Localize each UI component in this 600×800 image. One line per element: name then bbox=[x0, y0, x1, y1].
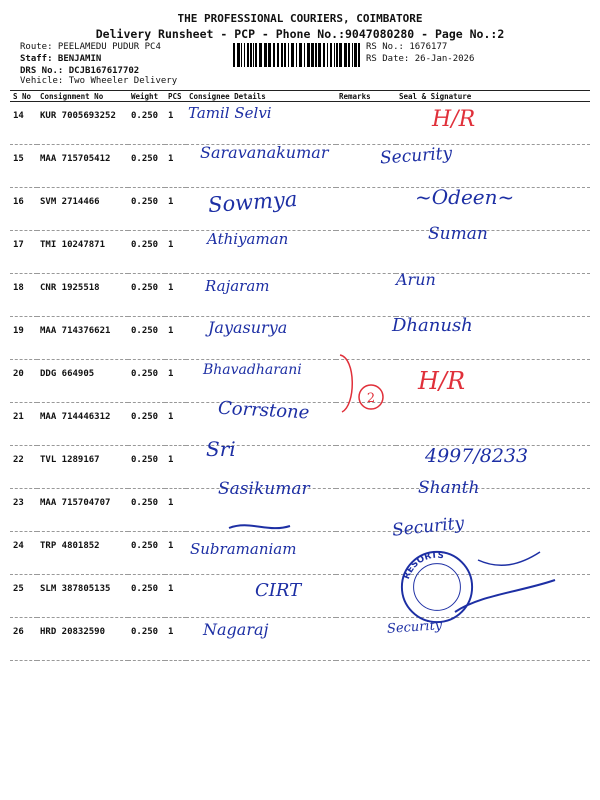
cell-remarks bbox=[336, 145, 396, 188]
handwritten-consignee: Sri bbox=[206, 437, 236, 461]
cell-signature bbox=[396, 317, 590, 360]
cell-sno: 14 bbox=[10, 102, 37, 145]
cell-consignee bbox=[186, 317, 336, 360]
table-row bbox=[10, 446, 590, 489]
cell-consignment: KUR 7005693252 bbox=[37, 102, 128, 145]
cell-sno: 26 bbox=[10, 618, 37, 661]
handwritten-signature: Suman bbox=[428, 224, 488, 244]
cell-weight: 0.250 bbox=[128, 532, 165, 575]
rs-number: RS No.: 1676177 bbox=[366, 42, 448, 52]
cell-remarks bbox=[336, 618, 396, 661]
cell-weight: 0.250 bbox=[128, 102, 165, 145]
cell-consignment: MAA 714376621 bbox=[37, 317, 128, 360]
cell-weight: 0.250 bbox=[128, 618, 165, 661]
handwritten-consignee: Corrstone bbox=[217, 397, 310, 424]
cell-sno: 25 bbox=[10, 575, 37, 618]
cell-weight: 0.250 bbox=[128, 446, 165, 489]
cell-remarks bbox=[336, 489, 396, 532]
cell-sno: 23 bbox=[10, 489, 37, 532]
cell-pcs: 1 bbox=[165, 102, 186, 145]
col-header-consignment: Consignment No bbox=[37, 91, 128, 102]
handwritten-signature: Shanth bbox=[418, 478, 480, 498]
table-row bbox=[10, 102, 590, 145]
cell-consignment: MAA 715705412 bbox=[37, 145, 128, 188]
cell-sno: 24 bbox=[10, 532, 37, 575]
drs-label: DRS No.: DCJB167617702 bbox=[20, 66, 140, 76]
table-row bbox=[10, 274, 590, 317]
cell-consignment: SLM 387805135 bbox=[37, 575, 128, 618]
handwritten-consignee: Athiyaman bbox=[207, 230, 289, 248]
cell-signature bbox=[396, 231, 590, 274]
cell-consignment: TVL 1289167 bbox=[37, 446, 128, 489]
rs-date: RS Date: 26-Jan-2026 bbox=[366, 54, 475, 64]
runsheet-subtitle: Delivery Runsheet - PCP - Phone No.:9047080280 - Page No.:2 bbox=[95, 27, 505, 41]
company-title: THE PROFESSIONAL COURIERS, COIMBATORE bbox=[177, 12, 423, 25]
cell-weight: 0.250 bbox=[128, 317, 165, 360]
handwritten-signature: H/R bbox=[418, 367, 466, 395]
cell-sno: 21 bbox=[10, 403, 37, 446]
cell-remarks bbox=[336, 231, 396, 274]
cell-sno: 19 bbox=[10, 317, 37, 360]
cell-consignment: TMI 10247871 bbox=[37, 231, 128, 274]
cell-signature bbox=[396, 403, 590, 446]
cell-pcs: 1 bbox=[165, 188, 186, 231]
cell-signature bbox=[396, 489, 590, 532]
cell-signature bbox=[396, 446, 590, 489]
table-row bbox=[10, 188, 590, 231]
cell-sno: 18 bbox=[10, 274, 37, 317]
handwritten-consignee: Sowmya bbox=[207, 186, 299, 218]
cell-consignee bbox=[186, 188, 336, 231]
cell-consignee bbox=[186, 575, 336, 618]
cell-remarks bbox=[336, 575, 396, 618]
table-row bbox=[10, 360, 590, 403]
handwritten-signature: H/R bbox=[432, 107, 476, 132]
cell-pcs: 1 bbox=[165, 575, 186, 618]
cell-pcs: 1 bbox=[165, 446, 186, 489]
cell-remarks bbox=[336, 317, 396, 360]
cell-pcs: 1 bbox=[165, 403, 186, 446]
cell-pcs: 1 bbox=[165, 360, 186, 403]
table-row bbox=[10, 532, 590, 575]
barcode-image bbox=[233, 43, 361, 67]
cell-weight: 0.250 bbox=[128, 231, 165, 274]
handwritten-signature: Security bbox=[379, 143, 453, 169]
cell-remarks bbox=[336, 532, 396, 575]
handwritten-consignee: Rajaram bbox=[205, 277, 270, 295]
cell-consignee bbox=[186, 489, 336, 532]
handwritten-consignee: Subramaniam bbox=[190, 540, 297, 558]
vehicle-label: Vehicle: Two Wheeler Delivery bbox=[20, 76, 178, 86]
cell-remarks bbox=[336, 102, 396, 145]
resort-stamp bbox=[398, 548, 476, 626]
table-row bbox=[10, 231, 590, 274]
red-circle-mark bbox=[356, 382, 386, 412]
table-row bbox=[10, 145, 590, 188]
staff-label: Staff: BENJAMIN bbox=[20, 54, 102, 64]
cell-consignee bbox=[186, 145, 336, 188]
handwritten-consignee: Tamil Selvi bbox=[188, 104, 272, 122]
cell-consignment: HRD 20832590 bbox=[37, 618, 128, 661]
cell-consignee bbox=[186, 446, 336, 489]
table-row bbox=[10, 403, 590, 446]
cell-pcs: 1 bbox=[165, 317, 186, 360]
cell-weight: 0.250 bbox=[128, 145, 165, 188]
cell-consignee bbox=[186, 102, 336, 145]
table-row bbox=[10, 317, 590, 360]
cell-pcs: 1 bbox=[165, 489, 186, 532]
handwritten-signature: Dhanush bbox=[392, 315, 473, 336]
cell-remarks bbox=[336, 188, 396, 231]
handwritten-consignee: Jayasurya bbox=[208, 318, 288, 337]
cell-signature bbox=[396, 360, 590, 403]
handwritten-signature: Arun bbox=[396, 270, 436, 289]
handwritten-consignee: Bhavadharani bbox=[203, 362, 302, 378]
cell-consignee bbox=[186, 532, 336, 575]
handwritten-consignee: CIRT bbox=[255, 580, 302, 601]
col-header-remarks: Remarks bbox=[336, 91, 396, 102]
cell-pcs: 1 bbox=[165, 618, 186, 661]
cell-remarks bbox=[336, 274, 396, 317]
col-header-sno: S No bbox=[10, 91, 37, 102]
table-row bbox=[10, 575, 590, 618]
table-header-row bbox=[10, 91, 590, 102]
handwritten-consignee: Sasikumar bbox=[218, 479, 310, 499]
cell-consignee bbox=[186, 360, 336, 403]
handwritten-consignee: Saravanakumar bbox=[200, 143, 329, 162]
handwritten-signature: Security bbox=[386, 618, 443, 637]
cell-sno: 17 bbox=[10, 231, 37, 274]
cell-weight: 0.250 bbox=[128, 489, 165, 532]
handwritten-consignee: Nagaraj bbox=[203, 620, 269, 639]
cell-consignment: TRP 4801852 bbox=[37, 532, 128, 575]
handwritten-signature: Security bbox=[391, 513, 466, 541]
cell-remarks bbox=[336, 446, 396, 489]
handwritten-signature: 4997/8233 bbox=[425, 445, 529, 467]
runsheet-table bbox=[10, 90, 590, 661]
stamp-text: RESORTS bbox=[401, 550, 445, 581]
cell-weight: 0.250 bbox=[128, 575, 165, 618]
cell-pcs: 1 bbox=[165, 274, 186, 317]
col-header-pcs: PCS bbox=[165, 91, 186, 102]
table-row bbox=[10, 489, 590, 532]
cell-pcs: 1 bbox=[165, 532, 186, 575]
cell-pcs: 1 bbox=[165, 231, 186, 274]
route-label: Route: PEELAMEDU PUDUR PC4 bbox=[20, 42, 161, 52]
cell-consignee bbox=[186, 403, 336, 446]
cell-consignment: MAA 714446312 bbox=[37, 403, 128, 446]
cell-consignee bbox=[186, 274, 336, 317]
cell-signature bbox=[396, 188, 590, 231]
cell-consignment: MAA 715704707 bbox=[37, 489, 128, 532]
cell-sno: 16 bbox=[10, 188, 37, 231]
handwritten-signature: ~Odeen~ bbox=[415, 185, 515, 209]
cell-weight: 0.250 bbox=[128, 188, 165, 231]
cell-consignment: DDG 664905 bbox=[37, 360, 128, 403]
cell-signature bbox=[396, 145, 590, 188]
cell-weight: 0.250 bbox=[128, 403, 165, 446]
col-header-consignee: Consignee Details bbox=[186, 91, 336, 102]
col-header-weight: Weight bbox=[128, 91, 165, 102]
cell-weight: 0.250 bbox=[128, 360, 165, 403]
cell-pcs: 1 bbox=[165, 145, 186, 188]
cell-signature bbox=[396, 102, 590, 145]
cell-consignee bbox=[186, 618, 336, 661]
table-row bbox=[10, 618, 590, 661]
cell-weight: 0.250 bbox=[128, 274, 165, 317]
cell-sno: 15 bbox=[10, 145, 37, 188]
cell-consignee bbox=[186, 231, 336, 274]
col-header-signature: Seal & Signature bbox=[396, 91, 590, 102]
cell-signature bbox=[396, 274, 590, 317]
cell-consignment: CNR 1925518 bbox=[37, 274, 128, 317]
cell-sno: 20 bbox=[10, 360, 37, 403]
circle-note: 2 bbox=[366, 391, 376, 406]
cell-consignment: SVM 2714466 bbox=[37, 188, 128, 231]
cell-sno: 22 bbox=[10, 446, 37, 489]
